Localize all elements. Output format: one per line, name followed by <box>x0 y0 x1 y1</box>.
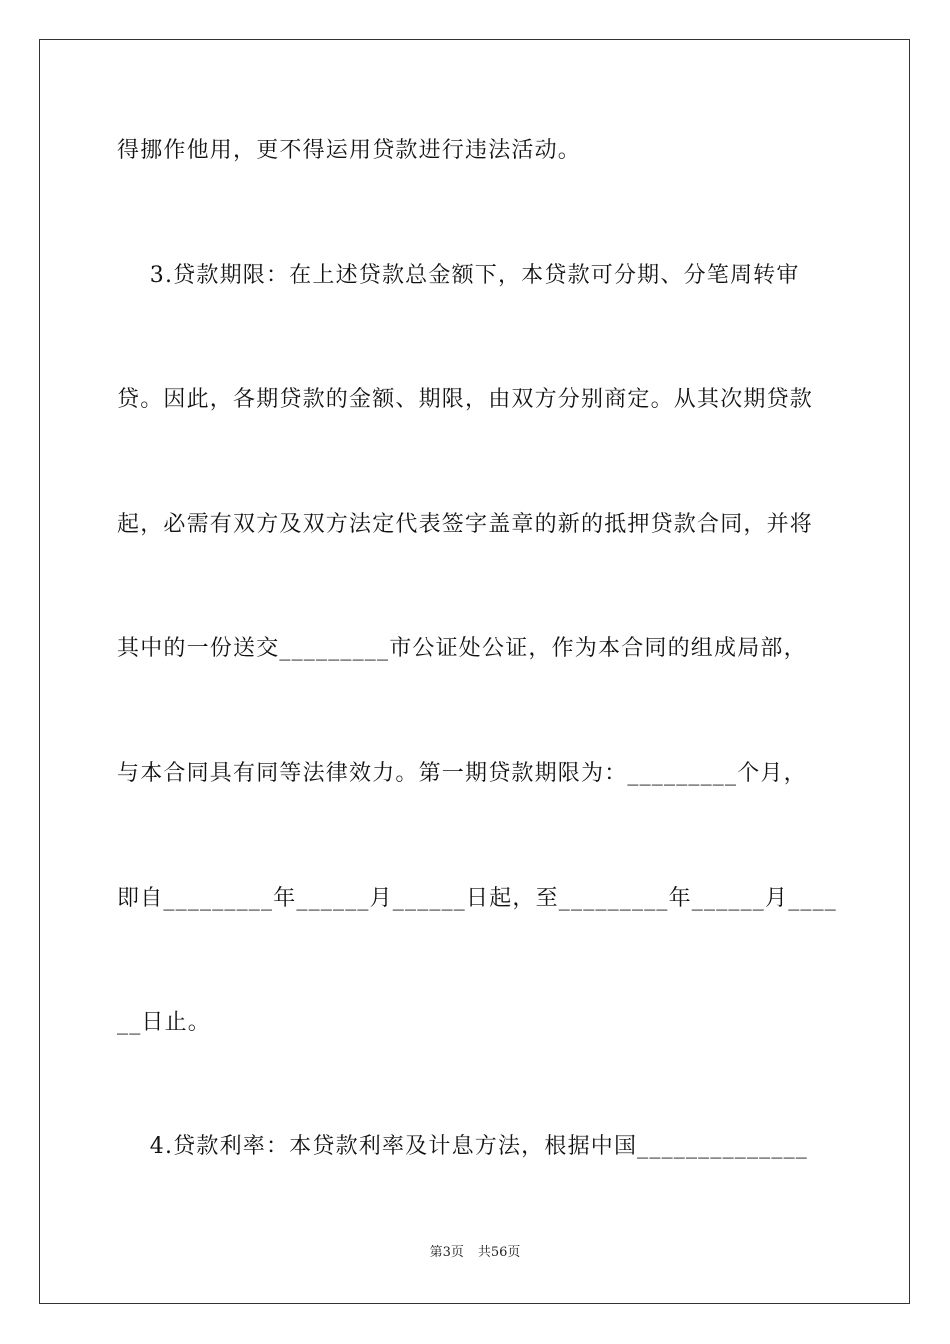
page-border <box>39 39 910 1304</box>
text-line-3: 贷。因此，各期贷款的金额、期限，由双方分别商定。从其次期贷款 <box>117 387 814 412</box>
text-line-4: 起，必需有双方及双方法定代表签字盖章的新的抵押贷款合同，并将 <box>117 512 814 537</box>
text-line-6: 与本合同具有同等法律效力。第一期贷款期限为：_________个月， <box>117 761 807 786</box>
page-footer <box>0 1244 950 1262</box>
text-line-1: 得挪作他用，更不得运用贷款进行违法活动。 <box>117 138 582 163</box>
text-line-5: 其中的一份送交_________市公证处公证，作为本合同的组成局部， <box>117 636 807 661</box>
text-line-2: 3.贷款期限：在上述贷款总金额下，本贷款可分期、分笔周转审 <box>117 263 800 288</box>
page-total: 共56页 <box>477 1245 521 1260</box>
text-line-9: 4.贷款利率：本贷款利率及计息方法，根据中国______________ <box>117 1134 808 1159</box>
page-number: 第3页 <box>429 1245 464 1260</box>
text-line-8: __日止。 <box>117 1010 212 1035</box>
text-line-7: 即自_________年______月______日起，至_________年______月____ <box>117 886 838 911</box>
